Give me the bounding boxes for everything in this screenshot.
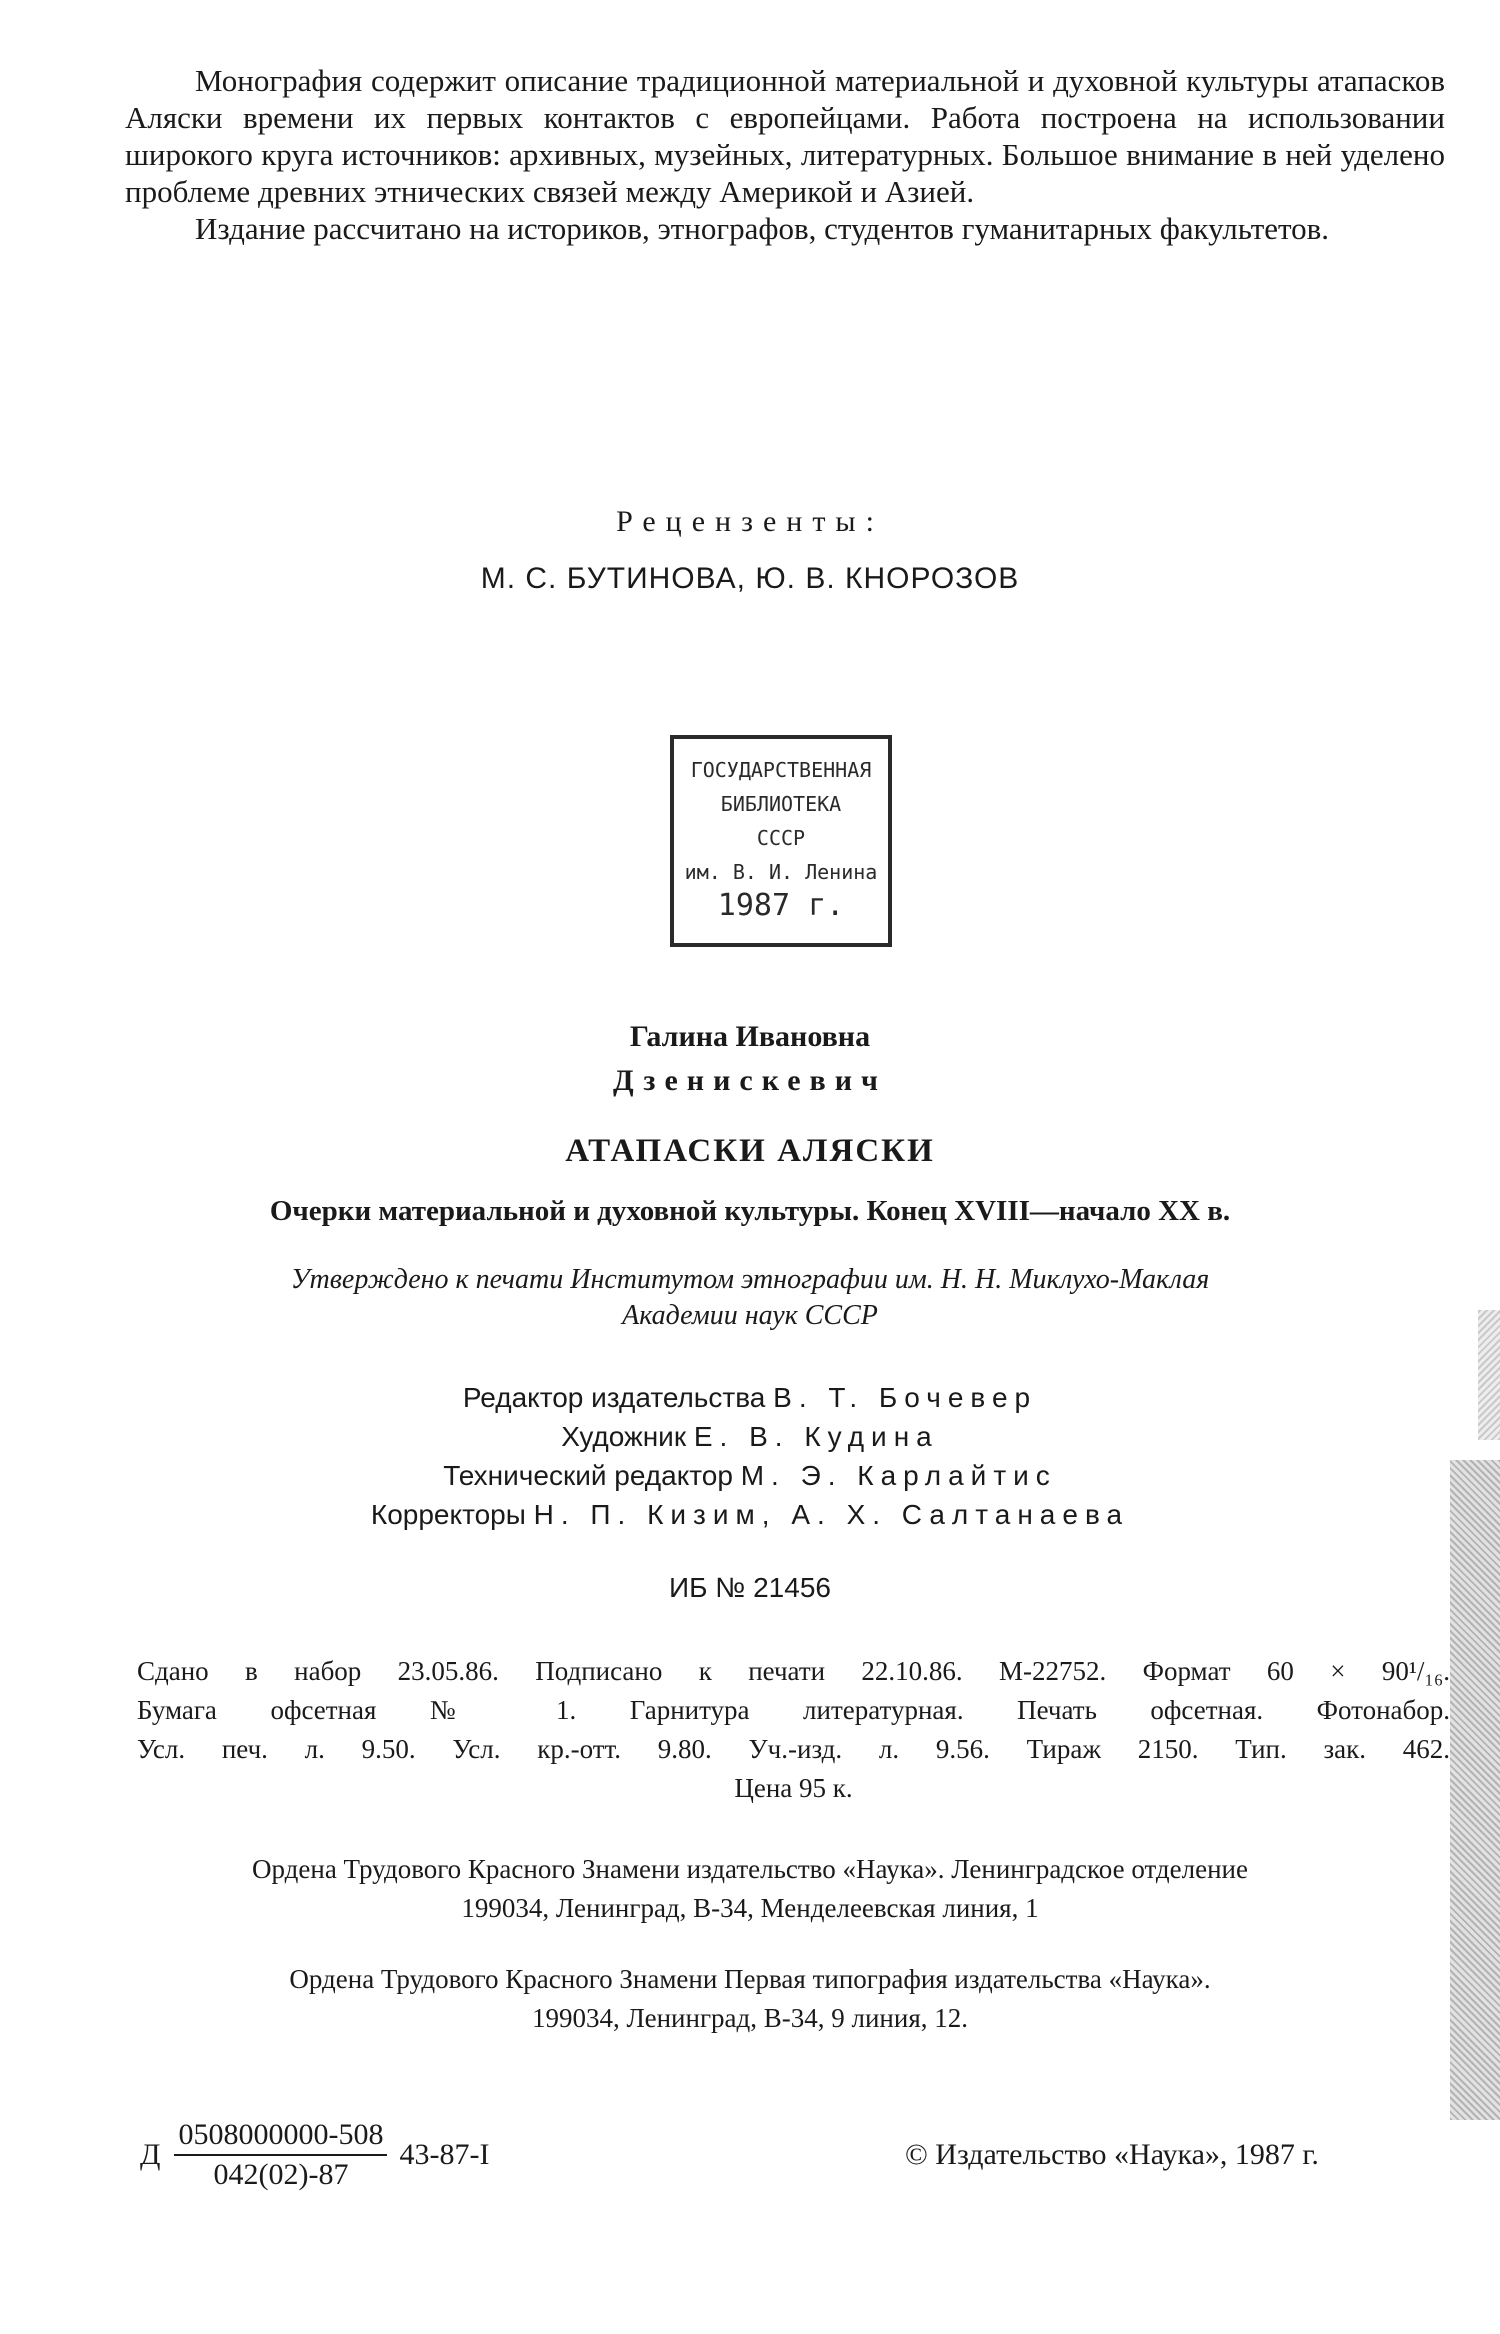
copyright-notice: © Издательство «Наука», 1987 г. [905,2138,1319,2171]
artist-name: Е. В. Кудина [693,1421,939,1452]
approval-note [0,1262,1500,1334]
printer-line-2: 199034, Ленинград, В-34, 9 линия, 12. [532,2003,968,2033]
abstract-paragraph-2: Издание рассчитано на историков, этнографов, студентов гуманитарных факультетов. [195,211,1330,246]
approval-line-1: Утверждено к печати Институтом этнографии им. Н. Н. Миклухо-Маклая [290,1264,1210,1295]
tech-editor-name: М. Э. Карлайтис [740,1460,1057,1491]
catalog-code [140,2118,489,2192]
stamp-line-2: БИБЛИОТЕКА [720,792,842,816]
publisher-line-2: 199034, Ленинград, В-34, Менделеевская линия, 1 [461,1893,1039,1923]
printer-line-1: Ордена Трудового Красного Знамени Первая типография издательства «Наука». [289,1964,1211,1994]
stamp-year: 1987 г. [717,888,845,923]
artist-credit [0,1417,1500,1456]
price: Цена 95 к. [734,1773,853,1803]
imprint-line-3: Усл. печ. л. 9.50. Усл. кр.-отт. 9.80. Уч.-изд. л. 9.56. Тираж 2150. Тип. зак. 462. [137,1734,1450,1764]
catalog-fraction [174,2118,387,2192]
catalog-letter: Д [140,2138,161,2171]
stamp-line-3: СССР [756,826,806,850]
author-surname: Дзенискевич [613,1064,887,1097]
imprint-line-2: Бумага офсетная № 1. Гарнитура литературная. Печать офсетная. Фотонабор. [137,1695,1450,1725]
catalog-suffix: 43-87-I [399,2138,490,2171]
catalog-denominator: 042(02)-87 [213,2158,349,2191]
author-first-names: Галина Ивановна [629,1020,871,1053]
proofreaders-names: Н. П. Кизим, А. Х. Салтанаева [533,1499,1130,1530]
staff-credits [0,1378,1500,1534]
editor-name: В. Т. Бочевер [773,1382,1038,1413]
editor-credit [0,1378,1500,1417]
proofreaders-label: Корректоры [370,1499,526,1530]
reviewers-names: М. С. БУТИНОВА, Ю. В. КНОРОЗОВ [480,562,1020,595]
scan-edge-shadow-top [1478,1310,1500,1440]
publisher-line-1: Ордена Трудового Красного Знамени издательство «Наука». Ленинградское отделение [252,1854,1248,1884]
printer-info [0,1960,1500,2038]
artist-label: Художник [561,1421,687,1452]
reviewers-label: Рецензенты: [616,505,884,538]
catalog-numerator: 0508000000-508 [174,2118,387,2156]
tech-editor-credit [0,1456,1500,1495]
ib-number: ИБ № 21456 [669,1572,831,1603]
proofreaders-credit [0,1495,1500,1534]
imprint-block [137,1652,1450,1808]
tech-editor-label: Технический редактор [443,1460,733,1491]
scan-edge-shadow [1450,1460,1500,2120]
abstract [125,62,1445,247]
publisher-info [0,1850,1500,1928]
editor-label: Редактор издательства [462,1382,766,1413]
stamp-line-4: им. В. И. Ленина [684,860,878,884]
approval-line-2: Академии наук СССР [622,1300,878,1331]
library-stamp [670,735,892,947]
book-subtitle: Очерки материальной и духовной культуры. Конец XVIII—начало XX в. [269,1195,1231,1227]
imprint-line-1: Сдано в набор 23.05.86. Подписано к печати 22.10.86. М-22752. Формат 60 × 90¹/₁₆. [137,1656,1450,1686]
abstract-paragraph-1: Монография содержит описание традиционной материальной и духовной культуры атапасков Аляски времени их первых контактов с европейцами. Работа построена на использовании широкого круга источников: архивных, музейных, литературных. Большое внимание в ней уделено проблеме древних этнических связей между Америкой и Азией. [125,63,1445,209]
stamp-line-1: ГОСУДАРСТВЕННАЯ [690,758,872,782]
book-title: АТАПАСКИ АЛЯСКИ [565,1133,935,1169]
